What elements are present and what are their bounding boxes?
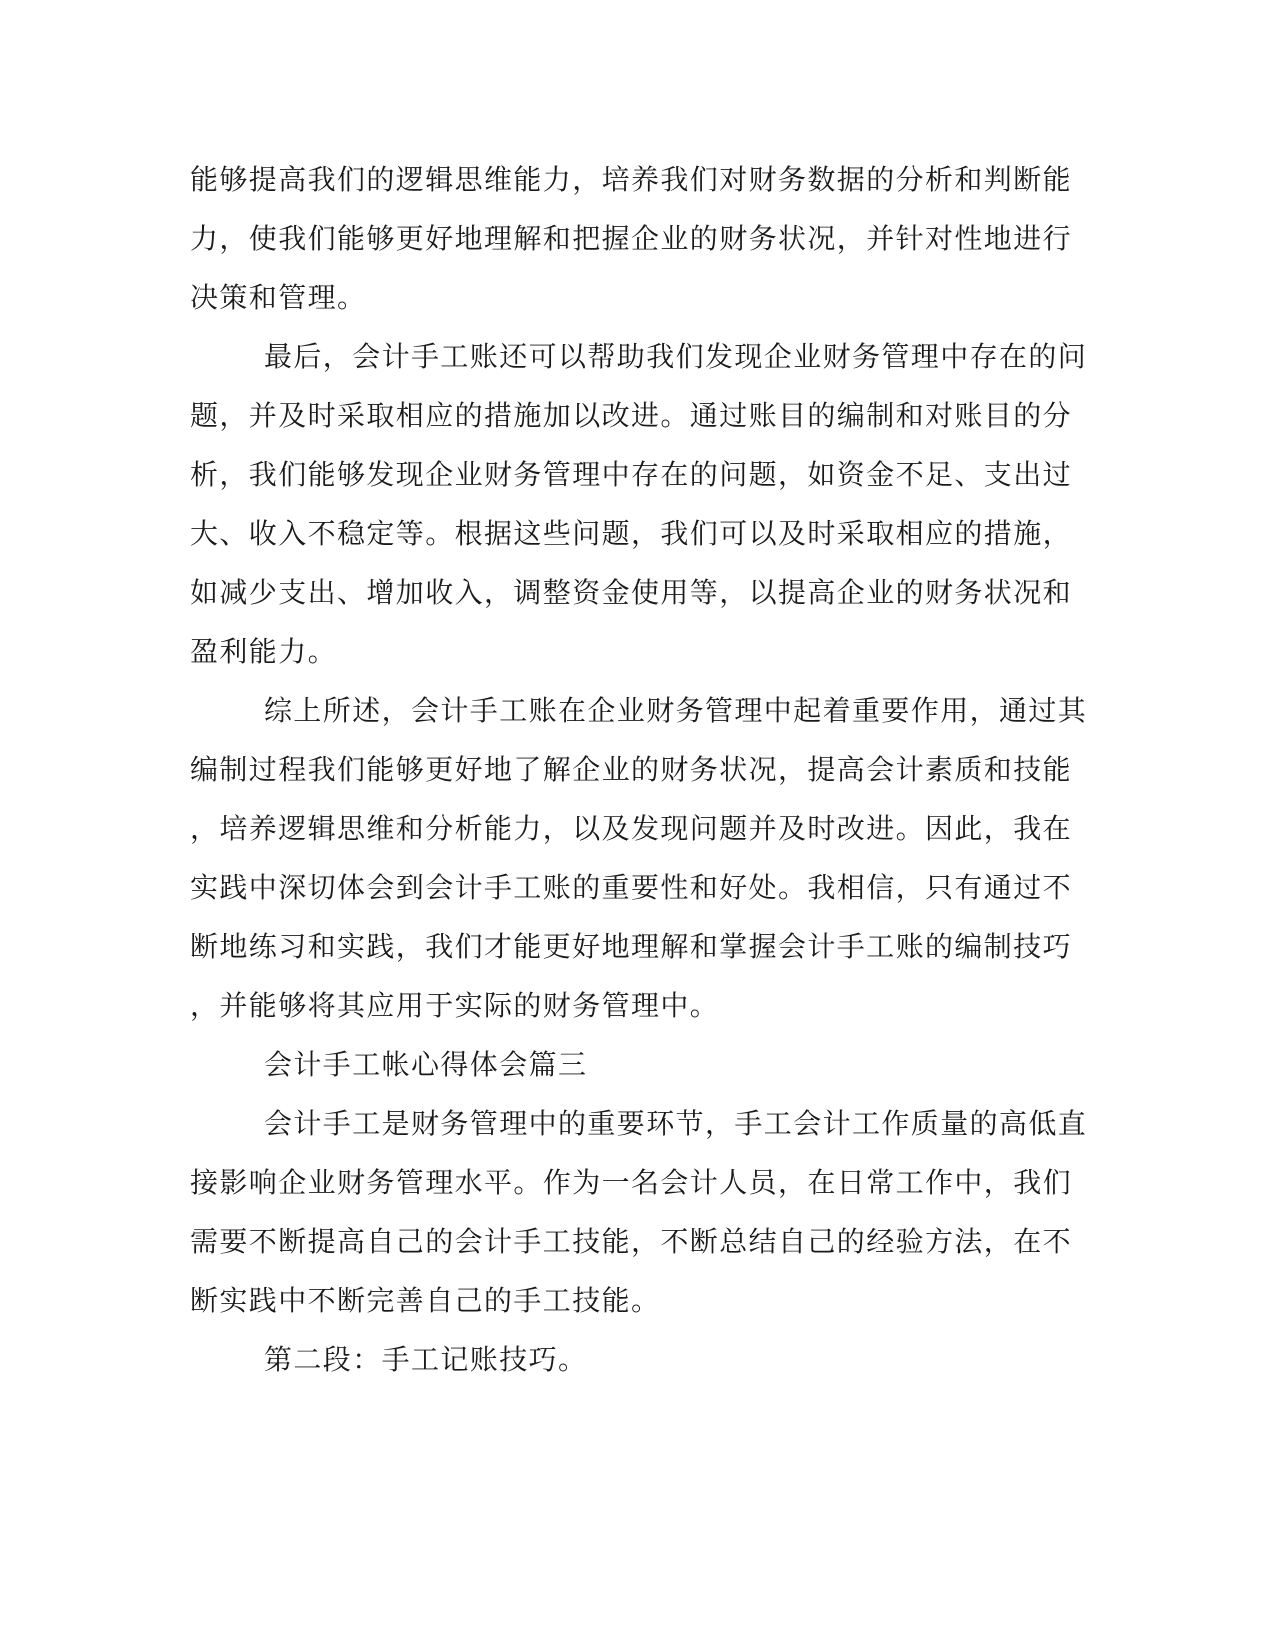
subsection-heading: 第二段：手工记账技巧。 <box>264 1343 588 1376</box>
text-line: 题，并及时采取相应的措施加以改进。通过账目的编制和对账目的分 <box>190 399 1073 432</box>
text-line: 接影响企业财务管理水平。作为一名会计人员，在日常工作中，我们 <box>190 1166 1073 1199</box>
text-line: 如减少支出、增加收入，调整资金使用等，以提高企业的财务状况和 <box>190 576 1073 609</box>
section-heading: 会计手工帐心得体会篇三 <box>264 1048 588 1081</box>
paragraph-first-line: 最后，会计手工账还可以帮助我们发现企业财务管理中存在的问 <box>264 340 1088 373</box>
text-line: 力，使我们能够更好地理解和把握企业的财务状况，并针对性地进行 <box>190 222 1073 255</box>
text-line: 编制过程我们能够更好地了解企业的财务状况，提高会计素质和技能 <box>190 753 1073 786</box>
text-line: 能够提高我们的逻辑思维能力，培养我们对财务数据的分析和判断能 <box>190 163 1073 196</box>
text-line: ，培养逻辑思维和分析能力，以及发现问题并及时改进。因此，我在 <box>190 812 1073 845</box>
paragraph-first-line: 会计手工是财务管理中的重要环节，手工会计工作质量的高低直 <box>264 1107 1088 1140</box>
text-line: 断地练习和实践，我们才能更好地理解和掌握会计手工账的编制技巧 <box>190 930 1073 963</box>
text-line: 盈利能力。 <box>190 635 338 668</box>
text-line: ，并能够将其应用于实际的财务管理中。 <box>190 989 720 1022</box>
text-line: 需要不断提高自己的会计手工技能，不断总结自己的经验方法，在不 <box>190 1225 1073 1258</box>
text-line: 决策和管理。 <box>190 281 367 314</box>
text-line: 大、收入不稳定等。根据这些问题，我们可以及时采取相应的措施， <box>190 517 1073 550</box>
text-line: 断实践中不断完善自己的手工技能。 <box>190 1284 661 1317</box>
text-line: 实践中深切体会到会计手工账的重要性和好处。我相信，只有通过不 <box>190 871 1073 904</box>
paragraph-first-line: 综上所述，会计手工账在企业财务管理中起着重要作用，通过其 <box>264 694 1088 727</box>
text-line: 析，我们能够发现企业财务管理中存在的问题，如资金不足、支出过 <box>190 458 1073 491</box>
